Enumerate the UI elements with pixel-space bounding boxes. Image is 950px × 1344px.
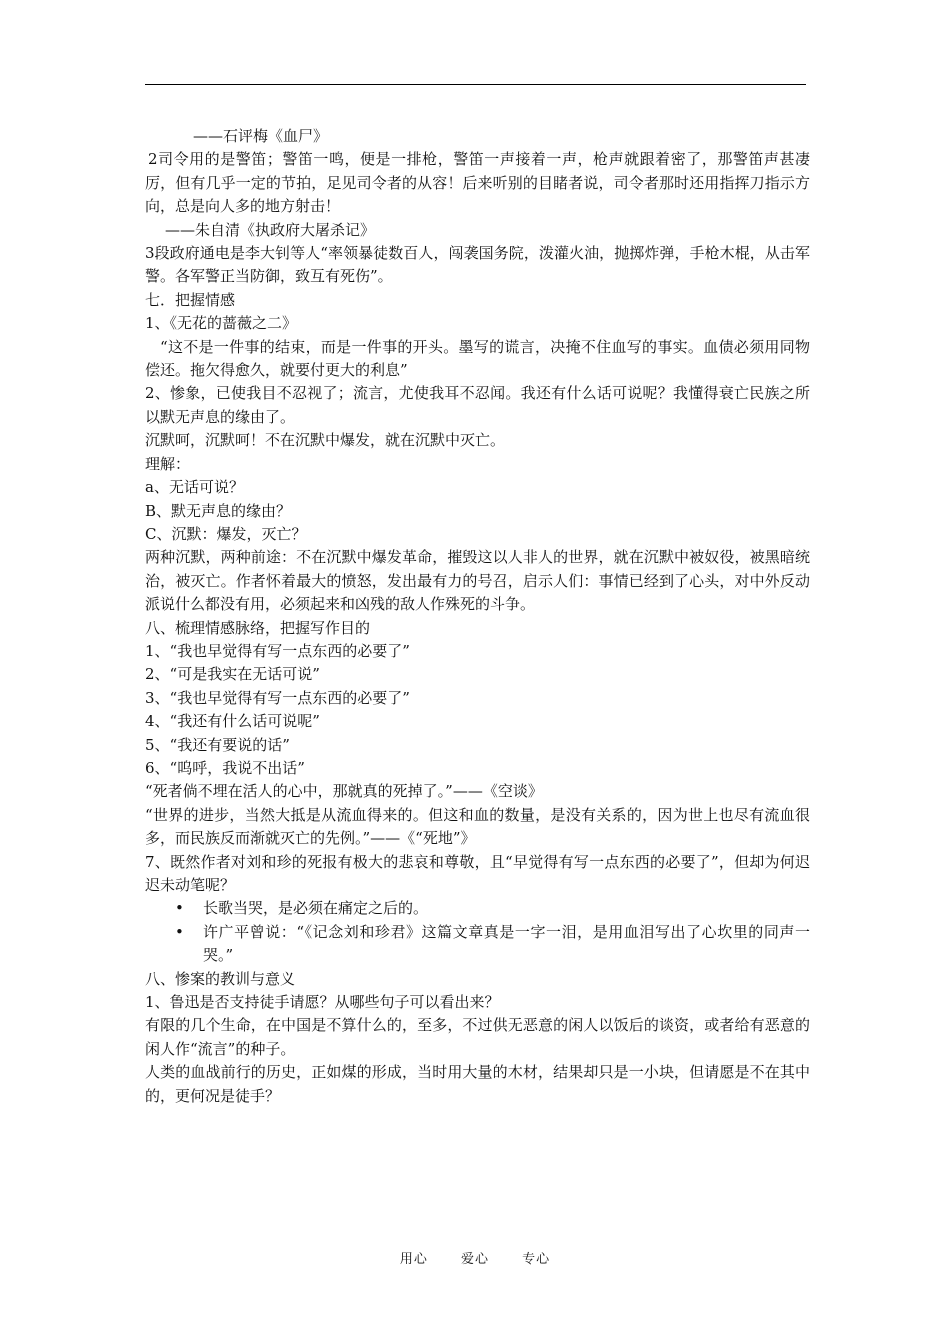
footer-item: 专心 — [522, 1252, 551, 1267]
list-item: 3、“我也早觉得有写一点东西的必要了” — [145, 688, 410, 707]
quote-paragraph: “世界的进步，当然大抵是从流血得来的。但这和血的数量，是没有关系的，因为世上也尽有流血很多，而民族反而渐就灭亡的先例。”——《“死地”》 — [145, 805, 810, 848]
bullet-icon: • — [175, 922, 184, 941]
section-heading: 七．把握情感 — [145, 290, 236, 309]
list-item: 6、“呜呼，我说不出话” — [145, 758, 305, 777]
list-item: 4、“我还有什么话可说呢” — [145, 712, 320, 731]
footer-item: 爱心 — [460, 1252, 489, 1267]
paragraph: 7、既然作者对刘和珍的死报有极大的悲哀和尊敬，且“早觉得有写一点东西的必要了”，但却为何迟迟未动笔呢？ — [145, 852, 810, 894]
list-item: 2、“可是我实在无话可说” — [145, 665, 320, 684]
quote-paragraph: “死者倘不埋在活人的心中，那就真的死掉了。”——《空谈》 — [145, 782, 543, 801]
header-rule — [145, 84, 806, 85]
source-citation: ——朱自清《执政府大屠杀记》 — [165, 220, 376, 239]
paragraph: 两种沉默，两种前途：不在沉默中爆发革命，摧毁这以人非人的世界，就在沉默中被奴役，被黑暗统治，被灭亡。作者怀着最大的愤怒，发出最有力的号召，启示人们：事情已经到了心头，对中外反动派说什么都没有用，必须起来和凶残的敌人作殊死的斗争。 — [145, 548, 810, 614]
paragraph: 有限的几个生命，在中国是不算什么的，至多，不过供无恶意的闲人以饭后的谈资，或者给有恶意的闲人作“流言”的种子。 — [145, 1016, 810, 1058]
bullet-list — [145, 897, 810, 967]
paragraph: 理解： — [145, 454, 191, 473]
list-item: B、默无声息的缘由？ — [145, 501, 292, 520]
list-item: C、沉默：爆发，灭亡？ — [145, 524, 307, 543]
paragraph: 3段政府通电是李大钊等人“率领暴徒数百人，闯袭国务院，泼灌火油，抛掷炸弹，手枪木棍，从击军警。各军警正当防御，致互有死伤”。 — [145, 244, 810, 286]
section-heading: 八、惨案的教训与意义 — [145, 969, 296, 988]
paragraph: 1、《无花的蔷薇之二》 — [145, 314, 298, 333]
source-citation: ——石评梅《血尸》 — [193, 127, 329, 145]
bullet-item — [145, 921, 810, 968]
bullet-icon: • — [175, 899, 184, 918]
paragraph: 1、鲁迅是否支持徒手请愿？从哪些句子可以看出来？ — [145, 993, 500, 1012]
quote-paragraph: “这不是一件事的结束，而是一件事的开头。墨写的谎言，决掩不住血写的事实。血债必须用同物偿还。拖欠得愈久，就要付更大的利息” — [145, 337, 810, 380]
paragraph: 2、惨象，已使我目不忍视了；流言，尤使我耳不忍闻。我还有什么话可说呢？我懂得衰亡民族之所以默无声息的缘由了。 — [145, 384, 810, 426]
list-item: 5、“我还有要说的话” — [145, 735, 290, 754]
paragraph: 人类的血战前行的历史，正如煤的形成，当时用大量的木材，结果却只是一小块，但请愿是不在其中的，更何况是徒手？ — [145, 1063, 810, 1105]
page-footer — [0, 1248, 950, 1267]
bullet-item — [145, 897, 810, 920]
paragraph: 沉默呵，沉默呵！不在沉默中爆发，就在沉默中灭亡。 — [145, 431, 506, 450]
list-item: 1、“我也早觉得有写一点东西的必要了” — [145, 641, 410, 660]
footer-item: 用心 — [399, 1252, 428, 1267]
paragraph: 2司令用的是警笛；警笛一鸣，便是一排枪，警笛一声接着一声，枪声就跟着密了，那警笛声甚凄厉，但有几乎一定的节拍，足见司令者的从容！后来听别的目睹者说，司令者那时还用指挥刀指示方向，总是向人多的地方射击！ — [145, 150, 810, 216]
bullet-text: 长歌当哭，是必须在痛定之后的。 — [203, 899, 429, 918]
list-item: a、无话可说？ — [145, 478, 244, 497]
section-heading: 八、梳理情感脉络，把握写作目的 — [145, 618, 371, 637]
document-body — [145, 125, 810, 1108]
bullet-text: 许广平曾说：“《记念刘和珍君》这篇文章真是一字一泪，是用血泪写出了心坎里的同声一哭。” — [203, 922, 810, 965]
